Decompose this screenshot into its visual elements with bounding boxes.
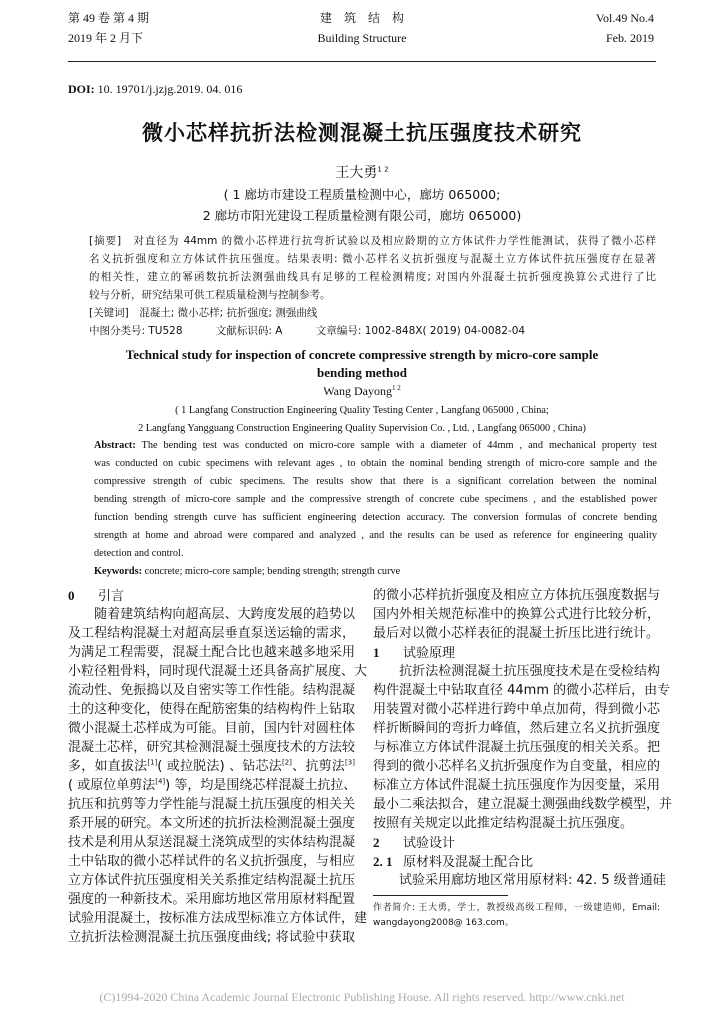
keywords-cn: [关键词] 混凝土; 微小芯样; 抗折强度; 测强曲线: [89, 307, 318, 319]
citation-ref[interactable]: [2]: [281, 758, 292, 767]
author-name: 王大勇: [335, 165, 378, 181]
author-sup: 1 2: [377, 165, 389, 174]
clc-number: 中图分类号: TU528: [89, 325, 183, 337]
section-title: 试验设计: [403, 836, 456, 851]
text-line: 按照有关规定以此推定结构混凝土抗压强度。: [373, 816, 634, 831]
section-title: 原材料及混凝土配合比: [403, 855, 534, 870]
text-line: 立方体试件抗压强度相关关系推定结构混凝土抗压: [68, 873, 355, 888]
text-line: 最小二乘法拟合，建立混凝土测强曲线数学模型，并: [373, 797, 673, 812]
text-line: [摘要] 对直径为 44mm 的微小芯样进行抗弯折试验以及相应龄期的立方体试件力学性能测试，获得了微小芯样: [89, 235, 656, 247]
article-number: 文章编号: 1002-848X( 2019) 04-0082-04: [315, 325, 526, 337]
text-line: 流动性、免振捣以及自密实等工作性能。结构混凝: [68, 683, 355, 698]
abstract-en-first-line: [94, 437, 657, 455]
author-name-en: Wang Dayong: [323, 384, 392, 398]
text-line: 系开展的研究。本文所述的抗折法检测混凝土强度: [68, 816, 355, 831]
citation-ref[interactable]: [1]: [147, 758, 158, 767]
text-line: 抗压和抗剪等力学性能与混凝土抗压强度的相关关: [68, 797, 355, 812]
text-line: 抗折法检测混凝土抗压强度技术是在受检结构: [373, 664, 660, 679]
text-line: 名义抗折强度和立方体试件抗压强度。结果表明: 微小芯样名义抗折强度与混凝土立方体试件抗压强度存在显著: [89, 253, 656, 265]
text-line: 小粒径粗骨料，同时现代混凝土还具备高扩展度、大: [68, 664, 368, 679]
affil-line: 2 廊坊市阳光建设工程质量检测有限公司，廊坊 065000): [202, 208, 522, 223]
abstract-en: [94, 437, 657, 581]
footnote-rule: [373, 895, 508, 896]
section-number: 2. 1: [373, 854, 393, 869]
abstract-label: Abstract:: [94, 440, 136, 451]
affil-line: 2 Langfang Yangguang Construction Engineering Quality Supervision Co. , Ltd. , Langfang 065000 , China): [138, 423, 586, 434]
text-line: 随着建筑结构向超高层、大跨度发展的趋势以: [68, 607, 355, 622]
text-line: 土中钻取的微小芯样试件的名义抗折强度，与相应: [68, 854, 355, 869]
text-line: 立抗折法检测混凝土抗压强度曲线; 将试验中获取: [68, 930, 355, 945]
text-line: 试验采用廊坊地区常用原材料: 42. 5 级普通硅: [373, 873, 666, 888]
text-line: 微小混凝土芯样成为可能。目前，国内针对圆柱体: [68, 721, 355, 736]
section-heading: [373, 833, 660, 852]
abstract-cn: [89, 232, 656, 340]
text-line: 与标准立方体试件混凝土抗压强度的相关关系。把: [373, 740, 660, 755]
keywords-value: concrete; micro-core sample; bending strength; strength curve: [142, 566, 401, 577]
vol-no: Vol.49 No.4: [595, 11, 654, 25]
affiliation-en: [0, 402, 724, 438]
author-sup: 1 2: [391, 384, 401, 392]
subsection-heading: [373, 852, 660, 871]
title-en-line: bending method: [317, 365, 407, 380]
text-line: 的微小芯样抗折强度及相应立方体抗压强度数据与: [373, 588, 660, 603]
text-line: 用装置对微小芯样进行跨中单点加荷，得到微小芯: [373, 702, 660, 717]
text-line: 试验用混凝土，按标准方法成型标准立方体试件，建: [68, 911, 368, 926]
text-line: 技术是利用从泵送混凝土浇筑成型的实体结构混凝: [68, 835, 355, 850]
text-line: 最后对以微小芯样表征的混凝土折压比进行统计。: [373, 626, 660, 641]
section-number: 0: [68, 588, 75, 603]
affil-line: ( 1 Langfang Construction Engineering Quality Testing Center , Langfang 065000 , China;: [175, 405, 549, 416]
text-line: 多，如直拔法[1]( 或拉脱法) 、钻芯法[2]、抗剪法[3]: [68, 758, 355, 774]
title-cn: 微小芯样抗折法检测混凝土抗压强度技术研究: [142, 121, 582, 145]
text-line: 的相关性，建立的幂函数抗折法测强曲线具有足够的工程检测精度; 对国内外混凝土抗折强度换算公式进行了比: [89, 271, 656, 283]
section-number: 1: [373, 645, 380, 660]
text-line: 土的这种变化，使得在配筋密集的结构构件上钻取: [68, 702, 355, 717]
text-line: bending strength of micro-core sample and the compressive strength of concrete cube specimens , and the established power: [94, 494, 657, 505]
section-title: 引言: [98, 589, 125, 604]
affiliation-cn: [0, 184, 724, 226]
clc-line: [89, 322, 656, 340]
text-line: was conducted on cubic specimens with relevant ages , to obtain the nominal bending strength of micro-core sample and the: [94, 458, 657, 469]
footnote-line: 作者简介: 王大勇，学士，教授级高级工程师，一级建造师，Email:: [373, 903, 660, 913]
text-line: 混凝土芯样，研究其检测混凝土强度技术的方法较: [68, 740, 355, 755]
issue-date: 2019 年 2 月下: [68, 31, 144, 45]
citation-ref[interactable]: [4]: [155, 777, 166, 786]
text-line: ( 或原位单剪法[4]) 等，均是围绕芯样混凝土抗拉、: [68, 777, 357, 793]
text-line: 较与分析，研究结果可供工程质量检测与控制参考。: [89, 289, 331, 301]
journal-name: [262, 8, 462, 48]
author-cn: [0, 162, 724, 182]
text-line: detection and control.: [94, 548, 184, 559]
cnki-watermark: (C)1994-2020 China Academic Journal Electronic Publishing House. All rights reserved. http://www.cnki.net: [99, 990, 625, 1004]
doi-label: DOI:: [68, 82, 95, 96]
pub-date: Feb. 2019: [606, 31, 654, 45]
text-line: function bending strength curve has sufficient engineering detection accuracy. The conversion formulas of concrete bending: [94, 512, 657, 523]
issue-volume: 第 49 卷 第 4 期: [68, 11, 150, 25]
citation-ref[interactable]: [3]: [345, 758, 355, 767]
affil-line: ( 1 廊坊市建设工程质量检测中心，廊坊 065000;: [223, 187, 501, 202]
text-line: 标准立方体试件混凝土抗压强度作为因变量，采用: [373, 778, 660, 793]
text-line: 为满足工程需要，混凝土配合比也越来越多地采用: [68, 645, 355, 660]
text-line: The bending test was conducted on micro-core sample with a diameter of 44mm , and mechanical property test: [135, 440, 657, 451]
section-title: 试验原理: [403, 646, 456, 661]
header-rule: [68, 61, 656, 62]
keywords-en: [94, 563, 657, 581]
footnote-line: wangdayong2008@ 163.com。: [373, 918, 514, 928]
keywords-label: Keywords:: [94, 566, 143, 577]
text-line: strength at home and abroad were compared and analyzed , and the results can be used as reference for engineering quality: [94, 530, 657, 541]
right-column: [373, 586, 673, 890]
journal-name-en: Building Structure: [317, 31, 407, 45]
doi: [68, 82, 242, 97]
journal-issue: [68, 8, 149, 48]
left-column: [68, 586, 368, 947]
text-line: compressive strength of cubic specimens. The results show that there is a significant correlation between the nominal: [94, 476, 657, 487]
text-line: 及工程结构混凝土对超高层垂直泵送运输的需求，: [68, 626, 355, 641]
section-heading: [373, 643, 660, 662]
section-number: 2: [373, 835, 380, 850]
title-en: [0, 346, 724, 382]
author-en: [0, 384, 724, 399]
text-line: 国内外相关规范标准中的换算公式进行比较分析，: [373, 607, 660, 622]
text-line: 样折断瞬间的弯折力峰值，然后建立名义抗折强度: [373, 721, 660, 736]
title-en-line: Technical study for inspection of concrete compressive strength by micro-core sample: [125, 347, 599, 362]
journal-issue-en: [596, 8, 654, 48]
text-line: 强度的一种新技术。采用廊坊地区常用原材料配置: [68, 892, 355, 907]
footnote: [373, 901, 660, 931]
doc-code: 文献标识码: A: [215, 325, 283, 337]
doi-value: 10. 19701/j.jzjg.2019. 04. 016: [97, 82, 243, 96]
journal-name-cn: 建 筑 结 构: [319, 11, 404, 25]
section-heading: [68, 586, 355, 605]
text-line: 构件混凝土中钻取直径 44mm 的微小芯样后，由专: [373, 683, 671, 698]
text-line: 得到的微小芯样名义抗折强度作为自变量，相应的: [373, 759, 660, 774]
